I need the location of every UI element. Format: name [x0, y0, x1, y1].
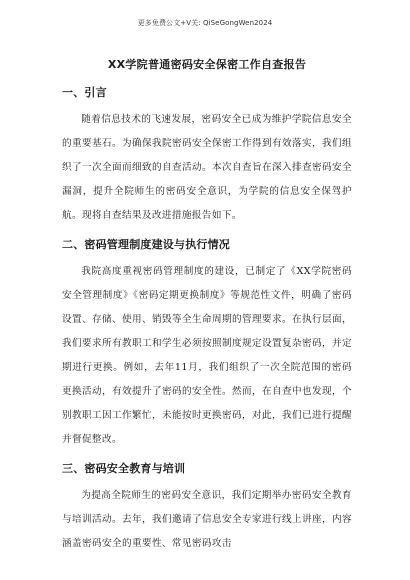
section-paragraph-training: 为提高全院师生的密码安全意识，我们定期举办密码安全教育与培训活动。去年，我们邀请了信息安全专家进行线上讲座，内容涵盖密码安全的重要性、常见密码攻击 — [62, 490, 352, 549]
section-heading-management: 二、密码管理制度建设与执行情况 — [62, 238, 230, 251]
section-heading-intro: 一、引言 — [62, 86, 107, 99]
document-body — [62, 56, 352, 564]
section-paragraph-management: 我院高度重视密码管理制度的建设，已制定了《XX学院密码安全管理制度》《密码定期更换制度》等规范性文件，明确了密码设置、存储、使用、销毁等全生命周期的管理要求。在执行层面，我们要求所有教职工和学生必须按照制度规定设置复杂密码，并定期进行更换。例如，去年11月，我们组织了一次全院范围的密码更换活动，有效提升了密码的安全性。然而，在自查中也发现，个别教职工因工作繁忙，未能按时更换密码，对此，我们已进行提醒并督促整改。 — [62, 266, 352, 445]
document-title: XX学院普通密码安全保密工作自查报告 — [107, 58, 307, 71]
header-note: 更多免费公文+V关: QiSeGongWen2024 — [137, 19, 273, 27]
section-heading-training: 三、密码安全教育与培训 — [62, 462, 186, 475]
section-paragraph-intro: 随着信息技术的飞速发展，密码安全已成为维护学院信息安全的重要基石。为确保我院密码安全保密工作得到有效落实，我们组织了一次全面而细致的自查活动。本次自查旨在深入排查密码安全漏洞，提升全院师生的密码安全意识，为学院的信息安全保驾护航。现将自查结果及改进措施报告如下。 — [62, 114, 352, 221]
